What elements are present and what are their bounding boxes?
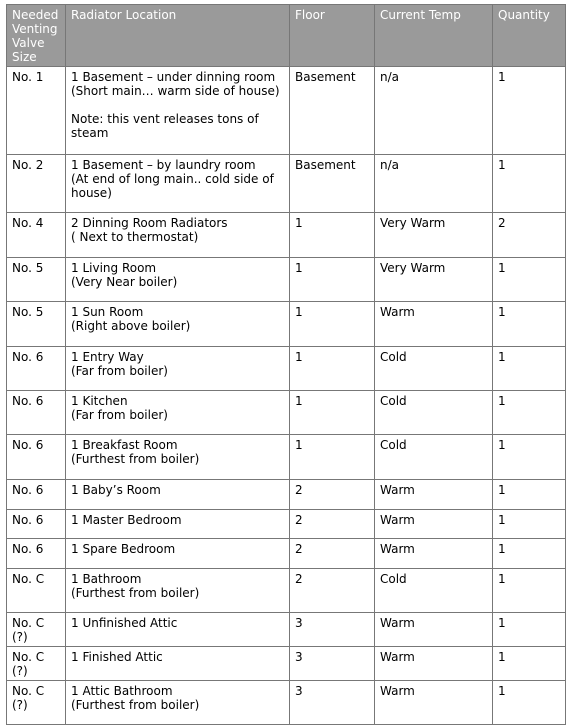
table-body [7,67,566,725]
cell-floor: 3 [290,681,375,725]
cell-floor: Basement [290,67,375,155]
cell-floor: 1 [290,347,375,391]
radiator-valve-table [6,4,566,725]
valve-size-line: No. C [12,572,45,586]
cell-current-temp: Warm [375,302,493,347]
location-line: (At end of long main.. cold side of [71,172,274,186]
cell-current-temp: Warm [375,613,493,647]
cell-radiator-location [66,539,290,569]
cell-radiator-location [66,681,290,725]
cell-current-temp: Cold [375,347,493,391]
cell-radiator-location [66,258,290,302]
location-line: (Very Near boiler) [71,275,178,289]
cell-quantity: 1 [493,613,566,647]
cell-radiator-location [66,213,290,258]
cell-radiator-location [66,435,290,480]
location-line: 1 Living Room [71,261,157,275]
location-line: 1 Basement – by laundry room [71,158,256,172]
cell-quantity: 1 [493,155,566,213]
valve-size-line: (?) [12,664,28,678]
location-line: 1 Entry Way [71,350,144,364]
cell-floor: 3 [290,647,375,681]
valve-size-line: No. C [12,684,45,698]
cell-quantity: 1 [493,435,566,480]
location-line: (Far from boiler) [71,408,168,422]
valve-size-line: No. 6 [12,350,44,364]
cell-floor: 2 [290,539,375,569]
location-line: 1 Finished Attic [71,650,163,664]
table-row [7,302,566,347]
cell-quantity: 1 [493,647,566,681]
location-line: 1 Unfinished Attic [71,616,178,630]
location-line: (Far from boiler) [71,364,168,378]
valve-size-line: No. 6 [12,394,44,408]
cell-current-temp: Warm [375,681,493,725]
cell-floor: 1 [290,435,375,480]
location-line: (Furthest from boiler) [71,452,200,466]
valve-size-line: No. 6 [12,483,44,497]
note-spacer [71,98,284,112]
cell-valve-size [7,302,66,347]
cell-radiator-location [66,647,290,681]
cell-floor: 1 [290,213,375,258]
cell-floor: 1 [290,302,375,347]
cell-floor: Basement [290,155,375,213]
table-row [7,539,566,569]
location-note-line: Note: this vent releases tons of [71,112,259,126]
header-valve-size [7,5,66,67]
table-row [7,569,566,613]
cell-valve-size [7,67,66,155]
cell-valve-size [7,647,66,681]
location-line: house) [71,186,112,200]
table-header-row [7,5,566,67]
location-line: (Furthest from boiler) [71,698,200,712]
table-row [7,647,566,681]
cell-radiator-location [66,510,290,539]
cell-radiator-location [66,391,290,435]
cell-valve-size [7,539,66,569]
cell-quantity: 1 [493,391,566,435]
cell-quantity: 1 [493,510,566,539]
header-radiator-location: Radiator Location [66,5,290,67]
table-row [7,155,566,213]
table-row [7,681,566,725]
cell-floor: 2 [290,510,375,539]
cell-quantity: 1 [493,681,566,725]
table-row [7,435,566,480]
table-row [7,67,566,155]
table-row [7,213,566,258]
location-line: (Short main… warm side of house) [71,84,280,98]
valve-size-line: No. 5 [12,305,44,319]
cell-current-temp: Cold [375,569,493,613]
cell-current-temp: Warm [375,539,493,569]
header-quantity: Quantity [493,5,566,67]
location-line: 1 Sun Room [71,305,144,319]
cell-quantity: 1 [493,539,566,569]
cell-floor: 2 [290,480,375,510]
cell-valve-size [7,155,66,213]
location-line: (Right above boiler) [71,319,191,333]
location-line: ( Next to thermostat) [71,230,199,244]
cell-floor: 1 [290,258,375,302]
cell-valve-size [7,510,66,539]
radiator-valve-table-container [6,4,566,725]
cell-current-temp: Warm [375,480,493,510]
valve-size-line: No. 4 [12,216,44,230]
cell-valve-size [7,569,66,613]
location-line: 1 Kitchen [71,394,128,408]
header-line: Venting [12,22,58,36]
cell-quantity: 2 [493,213,566,258]
cell-radiator-location [66,302,290,347]
location-line: 1 Bathroom [71,572,142,586]
header-line: Needed [12,8,59,22]
valve-size-line: No. 5 [12,261,44,275]
cell-current-temp: Warm [375,510,493,539]
cell-radiator-location [66,480,290,510]
location-line: 1 Attic Bathroom [71,684,173,698]
cell-current-temp: Very Warm [375,213,493,258]
location-line: 2 Dinning Room Radiators [71,216,228,230]
location-line: 1 Spare Bedroom [71,542,176,556]
location-note-line: steam [71,126,109,140]
cell-quantity: 1 [493,480,566,510]
location-line: 1 Baby’s Room [71,483,161,497]
cell-current-temp: Warm [375,647,493,681]
valve-size-line: (?) [12,698,28,712]
cell-radiator-location [66,347,290,391]
cell-valve-size [7,613,66,647]
cell-valve-size [7,480,66,510]
table-row [7,613,566,647]
cell-quantity: 1 [493,302,566,347]
cell-floor: 3 [290,613,375,647]
header-current-temp: Current Temp [375,5,493,67]
cell-valve-size [7,435,66,480]
location-line: (Furthest from boiler) [71,586,200,600]
table-row [7,480,566,510]
valve-size-line: No. 6 [12,438,44,452]
cell-radiator-location [66,67,290,155]
table-row [7,347,566,391]
cell-radiator-location [66,155,290,213]
location-line: 1 Master Bedroom [71,513,182,527]
cell-valve-size [7,213,66,258]
table-row [7,510,566,539]
cell-quantity: 1 [493,569,566,613]
cell-valve-size [7,681,66,725]
valve-size-line: No. 6 [12,513,44,527]
header-line: Valve [12,36,45,50]
valve-size-line: No. C [12,650,45,664]
location-line: 1 Basement – under dinning room [71,70,276,84]
cell-current-temp: Cold [375,435,493,480]
valve-size-line: (?) [12,630,28,644]
cell-quantity: 1 [493,347,566,391]
cell-floor: 1 [290,391,375,435]
cell-radiator-location [66,569,290,613]
valve-size-line: No. 1 [12,70,44,84]
cell-radiator-location [66,613,290,647]
cell-floor: 2 [290,569,375,613]
cell-current-temp: Very Warm [375,258,493,302]
header-floor: Floor [290,5,375,67]
location-line: 1 Breakfast Room [71,438,178,452]
cell-current-temp: n/a [375,155,493,213]
cell-quantity: 1 [493,258,566,302]
valve-size-line: No. 6 [12,542,44,556]
valve-size-line: No. 2 [12,158,44,172]
cell-current-temp: n/a [375,67,493,155]
valve-size-line: No. C [12,616,45,630]
table-row [7,391,566,435]
table-row [7,258,566,302]
cell-valve-size [7,391,66,435]
cell-valve-size [7,258,66,302]
cell-current-temp: Cold [375,391,493,435]
cell-valve-size [7,347,66,391]
header-line: Size [12,50,37,64]
cell-quantity: 1 [493,67,566,155]
